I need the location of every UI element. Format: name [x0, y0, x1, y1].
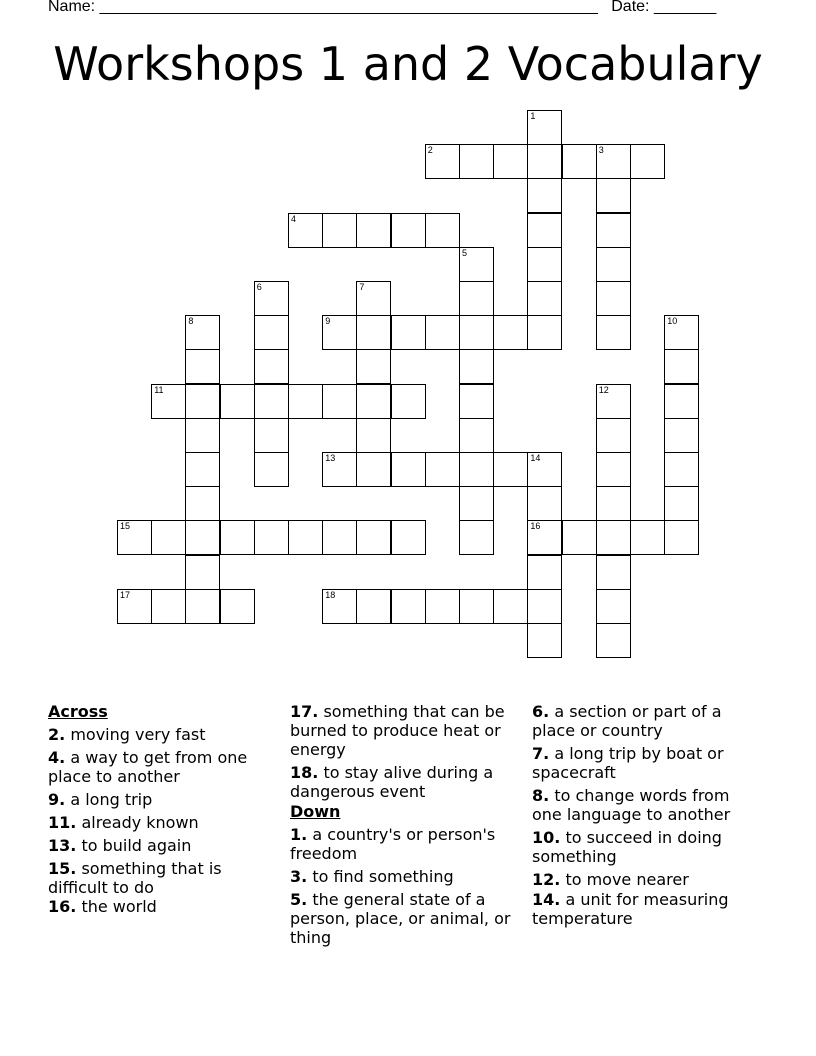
- grid-cell[interactable]: [322, 384, 357, 419]
- grid-cell[interactable]: [254, 281, 289, 316]
- grid-cell[interactable]: [151, 589, 186, 624]
- grid-cell[interactable]: [596, 555, 631, 590]
- clues-column-3: [532, 702, 762, 932]
- across-heading: Across: [48, 702, 108, 721]
- grid-cell[interactable]: [527, 178, 562, 213]
- clues-column-1: [48, 702, 278, 920]
- cell-number: 9: [325, 316, 331, 327]
- clue-across-16: 16. the world: [48, 897, 157, 916]
- down-heading: Down: [290, 802, 341, 821]
- grid-cell[interactable]: [527, 281, 562, 316]
- grid-cell[interactable]: [185, 315, 220, 350]
- grid-cell[interactable]: [493, 315, 528, 350]
- grid-cell[interactable]: [117, 520, 152, 555]
- grid-cell[interactable]: [356, 315, 391, 350]
- grid-cell[interactable]: [391, 589, 426, 624]
- grid-cell[interactable]: [527, 213, 562, 248]
- grid-cell[interactable]: [288, 213, 323, 248]
- clue-down-7: 7. a long trip by boat or spacecraft: [532, 744, 724, 782]
- clue-across-17: 17. something that can be burned to produce heat or energy: [290, 702, 505, 759]
- cell-number: 7: [359, 282, 365, 292]
- grid-cell[interactable]: [322, 520, 357, 555]
- clue-down-12: 12. to move nearer: [532, 870, 689, 889]
- clue-down-5: 5. the general state of a person, place, or animal, or thing: [290, 890, 511, 947]
- cell-number: 12: [598, 384, 609, 395]
- grid-cell[interactable]: [596, 384, 631, 419]
- clue-across-2: 2. moving very fast: [48, 725, 206, 744]
- grid-cell[interactable]: [254, 520, 289, 555]
- clue-across-15: 15. something that is difficult to do: [48, 859, 222, 897]
- grid-cell[interactable]: [391, 213, 426, 248]
- grid-cell[interactable]: [322, 315, 357, 350]
- grid-cell[interactable]: [596, 213, 631, 248]
- grid-cell[interactable]: [322, 452, 357, 487]
- cell-number: 2: [427, 145, 433, 156]
- grid-cell[interactable]: [527, 452, 562, 487]
- grid-cell[interactable]: [151, 384, 186, 419]
- grid-cell[interactable]: [185, 555, 220, 590]
- grid-cell[interactable]: [527, 110, 562, 145]
- grid-cell[interactable]: [391, 520, 426, 555]
- grid-cell[interactable]: [288, 520, 323, 555]
- grid-cell[interactable]: [254, 384, 289, 419]
- grid-cell[interactable]: [527, 486, 562, 521]
- grid-cell[interactable]: [527, 623, 562, 658]
- cell-number: 8: [188, 316, 194, 327]
- grid-cell[interactable]: [459, 486, 494, 521]
- grid-cell[interactable]: [664, 520, 699, 555]
- puzzle-title: Workshops 1 and 2 Vocabulary: [53, 37, 763, 91]
- date-blank[interactable]: _______: [653, 0, 717, 15]
- grid-cell[interactable]: [596, 452, 631, 487]
- cell-number: 5: [462, 247, 468, 258]
- grid-cell[interactable]: [356, 349, 391, 384]
- grid-cell[interactable]: [185, 520, 220, 555]
- grid-cell[interactable]: [596, 418, 631, 453]
- cell-number: 17: [120, 589, 131, 600]
- grid-cell[interactable]: [493, 589, 528, 624]
- grid-cell[interactable]: [596, 144, 631, 179]
- grid-cell[interactable]: [185, 418, 220, 453]
- cell-number: 18: [325, 589, 336, 600]
- grid-cell[interactable]: [220, 520, 255, 555]
- grid-cell[interactable]: [527, 520, 562, 555]
- clue-across-4: 4. a way to get from one place to another: [48, 748, 248, 786]
- grid-cell[interactable]: [220, 589, 255, 624]
- grid-cell[interactable]: [151, 520, 186, 555]
- grid-cell[interactable]: [425, 144, 460, 179]
- grid-cell[interactable]: [630, 520, 665, 555]
- grid-cell[interactable]: [596, 178, 631, 213]
- clue-down-8: 8. to change words from one language to another: [532, 786, 731, 824]
- grid-cell[interactable]: [459, 452, 494, 487]
- grid-cell[interactable]: [664, 486, 699, 521]
- grid-cell[interactable]: [596, 623, 631, 658]
- grid-cell[interactable]: [527, 144, 562, 179]
- grid-cell[interactable]: [459, 247, 494, 282]
- grid-cell[interactable]: [562, 520, 597, 555]
- grid-cell[interactable]: [493, 452, 528, 487]
- grid-cell[interactable]: [459, 589, 494, 624]
- grid-cell[interactable]: [459, 384, 494, 419]
- grid-cell[interactable]: [630, 144, 665, 179]
- grid-cell[interactable]: [664, 384, 699, 419]
- grid-cell[interactable]: [254, 315, 289, 350]
- cell-number: 10: [667, 316, 678, 327]
- grid-cell[interactable]: [185, 486, 220, 521]
- grid-cell[interactable]: [459, 520, 494, 555]
- grid-cell[interactable]: [185, 589, 220, 624]
- grid-cell[interactable]: [527, 247, 562, 282]
- grid-cell[interactable]: [493, 144, 528, 179]
- clue-across-9: 9. a long trip: [48, 790, 153, 809]
- grid-cell[interactable]: [356, 520, 391, 555]
- clue-down-14: 14. a unit for measuring temperature: [532, 890, 729, 928]
- grid-cell[interactable]: [425, 315, 460, 350]
- grid-cell[interactable]: [356, 418, 391, 453]
- grid-cell[interactable]: [288, 384, 323, 419]
- grid-cell[interactable]: [527, 589, 562, 624]
- grid-cell[interactable]: [425, 213, 460, 248]
- cell-number: 6: [256, 282, 262, 292]
- grid-cell[interactable]: [527, 315, 562, 350]
- clue-across-11: 11. already known: [48, 813, 199, 832]
- clue-down-1: 1. a country's or person's freedom: [290, 825, 496, 863]
- grid-cell[interactable]: [185, 349, 220, 384]
- grid-cell[interactable]: [664, 452, 699, 487]
- grid-cell[interactable]: [596, 247, 631, 282]
- grid-cell[interactable]: [596, 589, 631, 624]
- grid-cell[interactable]: [459, 349, 494, 384]
- clue-down-10: 10. to succeed in doing something: [532, 828, 722, 866]
- clue-down-6: 6. a section or part of a place or country: [532, 702, 722, 740]
- grid-cell[interactable]: [664, 315, 699, 350]
- clue-across-13: 13. to build again: [48, 836, 192, 855]
- grid-cell[interactable]: [459, 418, 494, 453]
- clues-column-2: [290, 702, 522, 951]
- grid-cell[interactable]: [391, 315, 426, 350]
- grid-cell[interactable]: [596, 520, 631, 555]
- grid-cell[interactable]: [185, 384, 220, 419]
- grid-cell[interactable]: [664, 349, 699, 384]
- grid-cell[interactable]: [356, 281, 391, 316]
- name-label: Name:: [48, 0, 96, 15]
- grid-cell[interactable]: [459, 144, 494, 179]
- grid-cell[interactable]: [459, 315, 494, 350]
- grid-cell[interactable]: [356, 589, 391, 624]
- clue-down-3: 3. to find something: [290, 867, 454, 886]
- grid-cell[interactable]: [425, 589, 460, 624]
- grid-cell[interactable]: [664, 418, 699, 453]
- grid-cell[interactable]: [254, 349, 289, 384]
- grid-cell[interactable]: [596, 486, 631, 521]
- grid-cell[interactable]: [391, 452, 426, 487]
- grid-cell[interactable]: [322, 213, 357, 248]
- cell-number: 13: [325, 453, 336, 463]
- cell-number: 4: [291, 213, 297, 224]
- cell-number: 11: [154, 384, 164, 395]
- cell-number: 15: [120, 521, 131, 532]
- grid-cell[interactable]: [459, 281, 494, 316]
- date-label: Date:: [611, 0, 650, 15]
- grid-cell[interactable]: [117, 589, 152, 624]
- grid-cell[interactable]: [254, 452, 289, 487]
- cell-number: 14: [530, 453, 541, 463]
- grid-cell[interactable]: [527, 555, 562, 590]
- grid-cell[interactable]: [562, 144, 597, 179]
- cell-number: 3: [598, 145, 604, 156]
- name-blank[interactable]: ________________________________________________________: [99, 0, 598, 15]
- grid-cell[interactable]: [185, 452, 220, 487]
- grid-cell[interactable]: [220, 384, 255, 419]
- grid-cell[interactable]: [356, 213, 391, 248]
- grid-cell[interactable]: [356, 452, 391, 487]
- grid-cell[interactable]: [322, 589, 357, 624]
- cell-number: 1: [530, 111, 536, 121]
- cell-number: 16: [530, 521, 541, 532]
- grid-cell[interactable]: [356, 384, 391, 419]
- grid-cell[interactable]: [391, 384, 426, 419]
- grid-cell[interactable]: [254, 418, 289, 453]
- grid-cell[interactable]: [596, 315, 631, 350]
- grid-cell[interactable]: [596, 281, 631, 316]
- grid-cell[interactable]: [425, 452, 460, 487]
- clue-across-18: 18. to stay alive during a dangerous event: [290, 763, 494, 801]
